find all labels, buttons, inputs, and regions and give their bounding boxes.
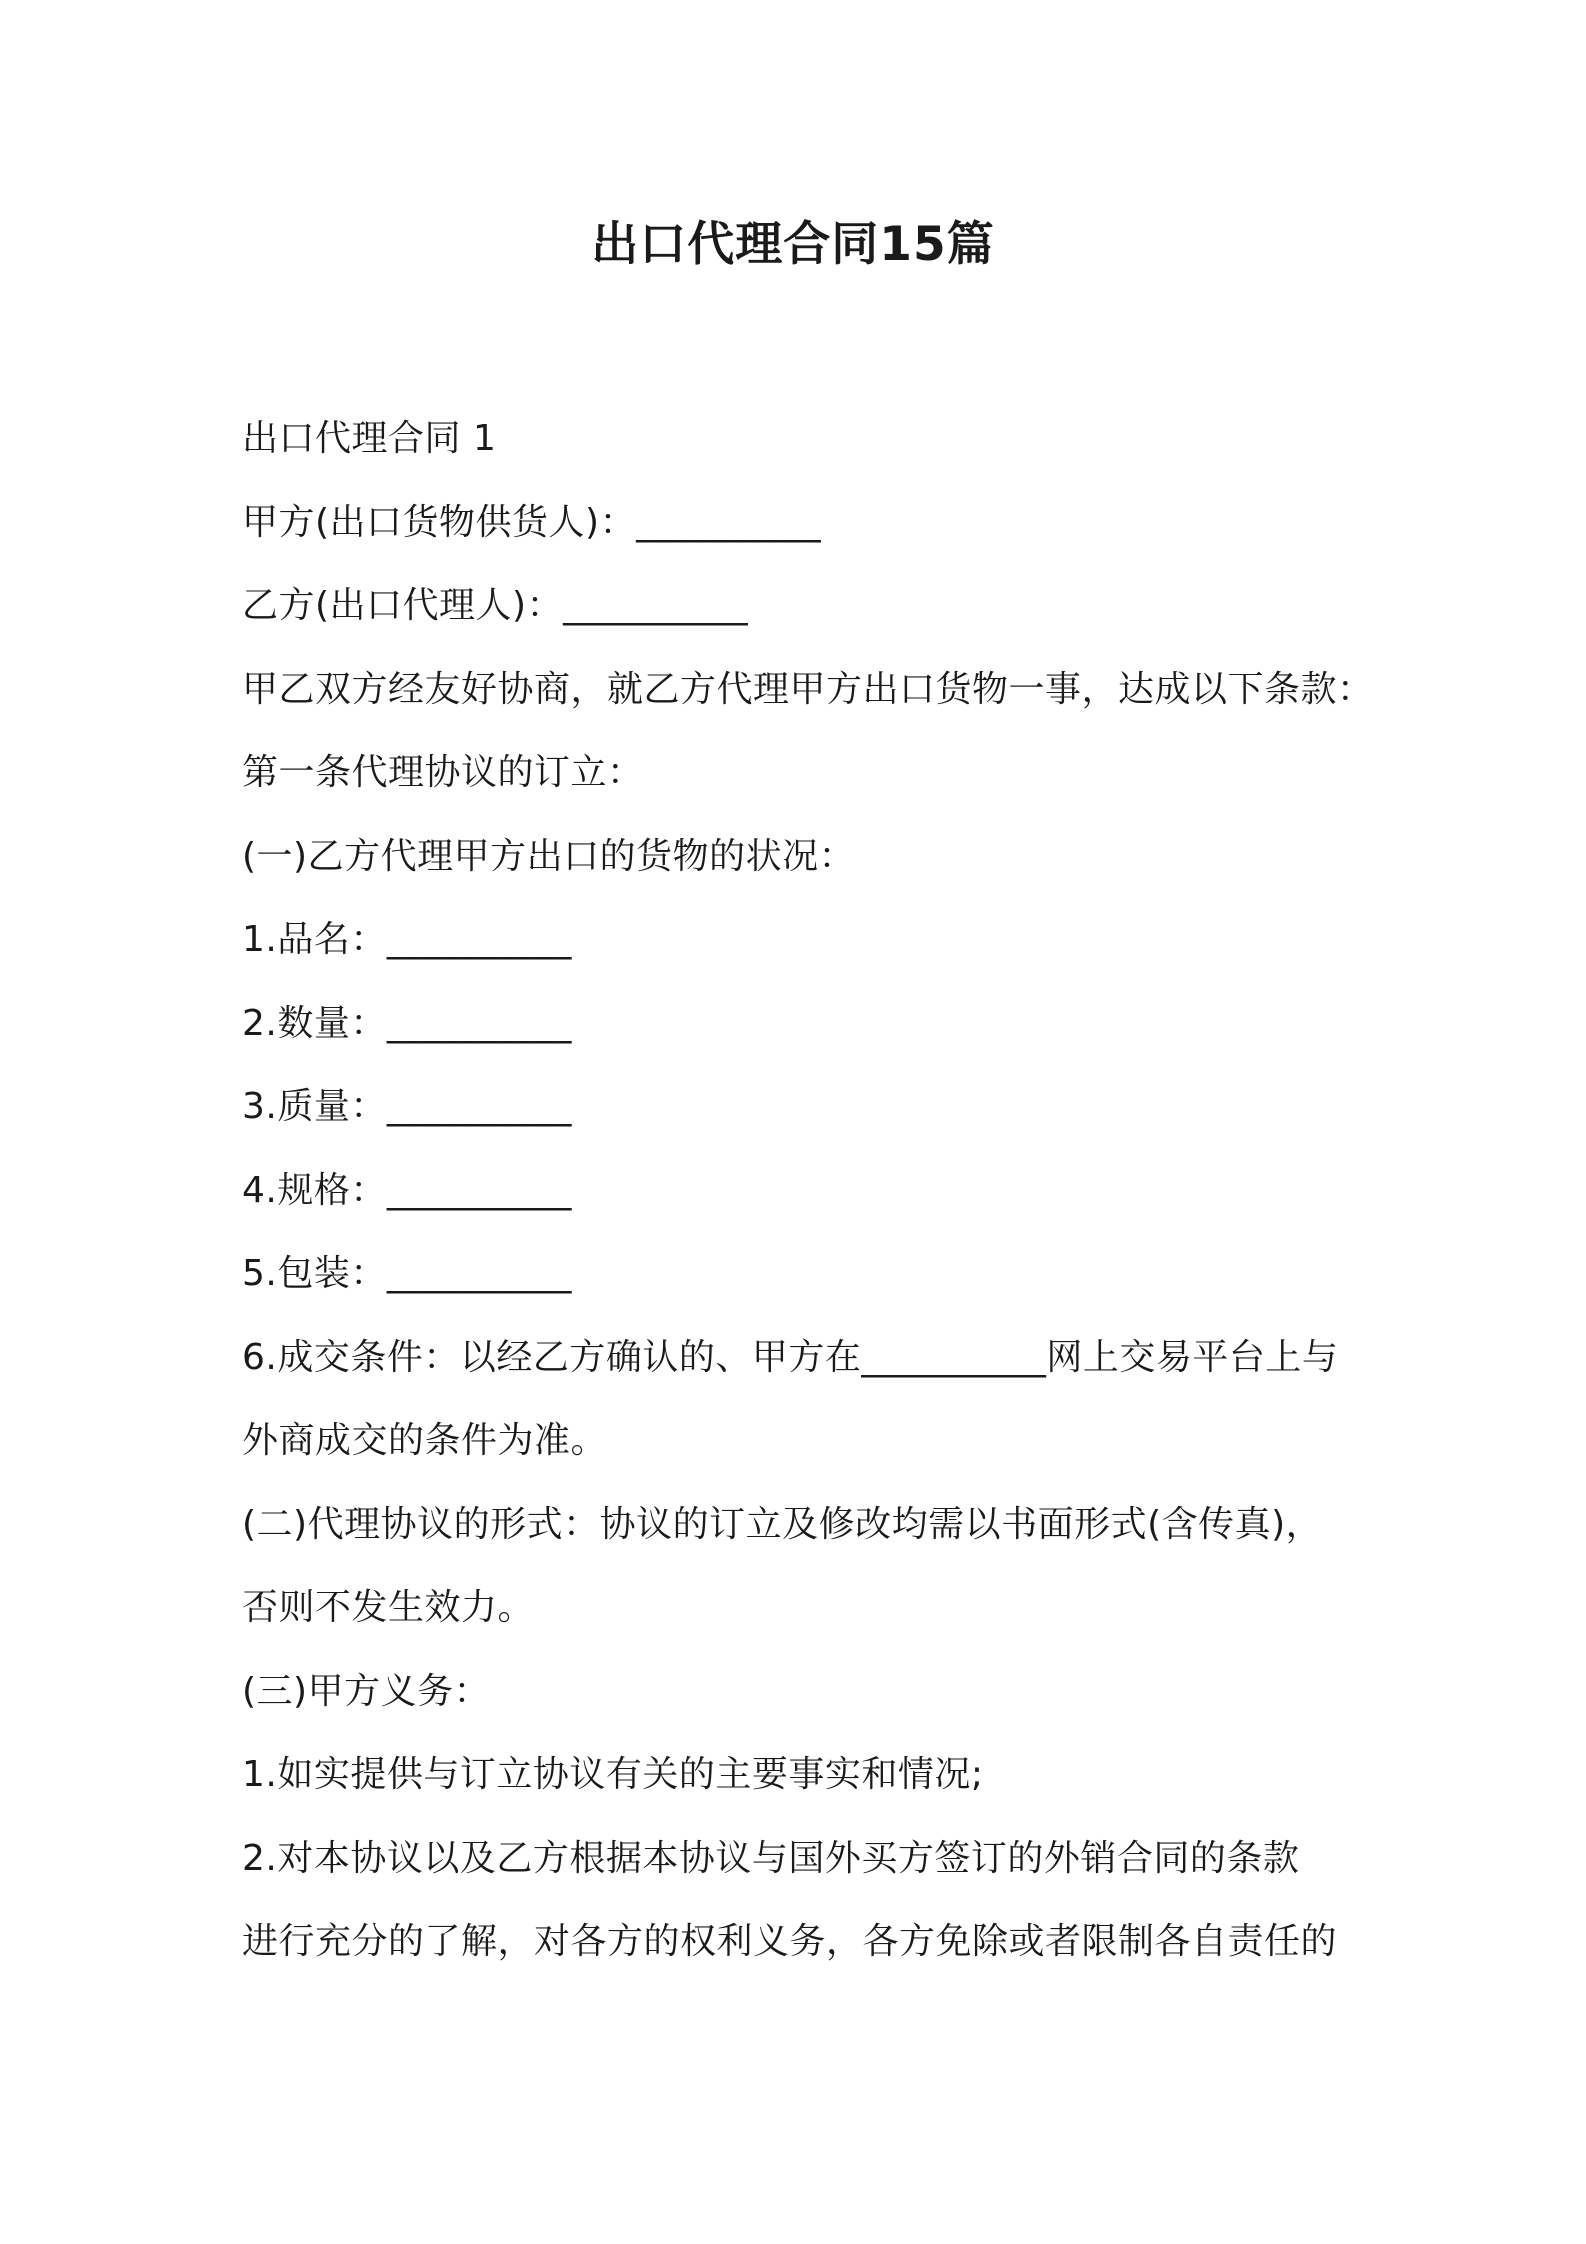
goods-quality-line: 3.质量：__________ — [242, 1086, 572, 1127]
document-body — [242, 397, 1374, 1984]
article-heading: 第一条代理协议的订立： — [242, 752, 644, 793]
party-a-line: 甲方(出口货物供货人)：__________ — [242, 501, 822, 543]
agreement-form-line-cont: 否则不发生效力。 — [242, 1587, 535, 1628]
goods-packaging-line: 5.包装：__________ — [242, 1253, 572, 1294]
goods-name-line: 1.品名：__________ — [242, 919, 572, 960]
preamble-line: 甲乙双方经友好协商，就乙方代理甲方出口货物一事，达成以下条款： — [242, 668, 1374, 710]
clause-heading: (一)乙方代理甲方出口的货物的状况： — [242, 835, 856, 877]
duty-item-2-cont: 进行充分的了解，对各方的权利义务，各方免除或者限制各自责任的 — [242, 1921, 1338, 1962]
duty-item-2: 2.对本协议以及乙方根据本协议与国外买方签订的外销合同的条款 — [242, 1837, 1300, 1879]
party-b-line: 乙方(出口代理人)：__________ — [242, 585, 749, 626]
agreement-form-line: (二)代理协议的形式：协议的订立及修改均需以书面形式(含传真)， — [242, 1503, 1323, 1545]
party-a-duties-heading: (三)甲方义务： — [242, 1670, 491, 1712]
duty-item-1: 1.如实提供与订立协议有关的主要事实和情况; — [242, 1754, 984, 1795]
goods-spec-line: 4.规格：__________ — [242, 1169, 572, 1211]
document-title: 出口代理合同15篇 — [591, 217, 995, 272]
trade-terms-line: 6.成交条件：以经乙方确认的、甲方在__________网上交易平台上与 — [242, 1336, 1339, 1378]
goods-quantity-line: 2.数量：__________ — [242, 1002, 572, 1044]
section-heading: 出口代理合同 1 — [242, 418, 497, 459]
trade-terms-line-cont: 外商成交的条件为准。 — [242, 1420, 608, 1461]
